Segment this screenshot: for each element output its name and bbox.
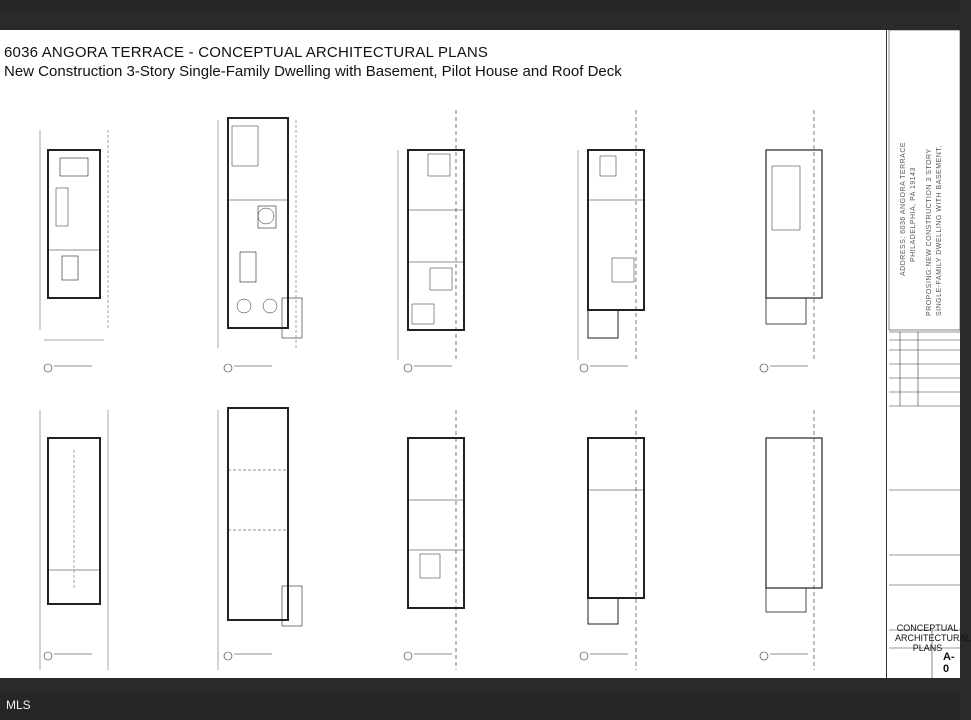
plan-drawings [0, 30, 886, 678]
roof-plan [766, 110, 822, 360]
first-floor-plan [218, 118, 302, 348]
basement-structural-plan [40, 410, 108, 670]
title-block-proposal-2: SINGLE-FAMILY DWELLING WITH BASEMENT, [936, 145, 943, 316]
sheet-title-line-1: 6036 ANGORA TERRACE - CONCEPTUAL ARCHITECTURAL PLANS [4, 44, 489, 61]
plan-label-markers [44, 364, 808, 660]
sheet-title-line-2: New Construction 3-Story Single-Family Dwelling with Basement, Pilot House and Roof Deck [4, 63, 622, 80]
basement-floor-plan [40, 130, 108, 340]
second-floor-structural-plan [408, 410, 464, 670]
roof-structural-plan [766, 410, 822, 670]
title-block-address-1: ADDRESS: 6036 ANGORA TERRACE [900, 141, 907, 276]
third-floor-structural-plan [588, 410, 644, 670]
title-block-sheet-title: CONCEPTUAL ARCHITECTURAL PLANS [895, 623, 971, 653]
third-floor-plan [578, 110, 644, 360]
second-floor-plan [398, 110, 464, 360]
title-block-address-2: PHILADELPHIA, PA 19143 [910, 167, 917, 262]
bottom-bar [0, 694, 960, 720]
first-floor-structural-plan [218, 408, 302, 670]
title-block-sheet-number: A-0 [943, 651, 955, 675]
mls-watermark: MLS [6, 698, 31, 712]
drawing-sheet [0, 30, 971, 678]
top-bar [0, 0, 960, 12]
title-block [888, 30, 971, 678]
title-block-proposal-1: PROPOSING:NEW CONSTRUCTION 3 STORY [926, 148, 933, 316]
title-block-divider [886, 30, 887, 678]
